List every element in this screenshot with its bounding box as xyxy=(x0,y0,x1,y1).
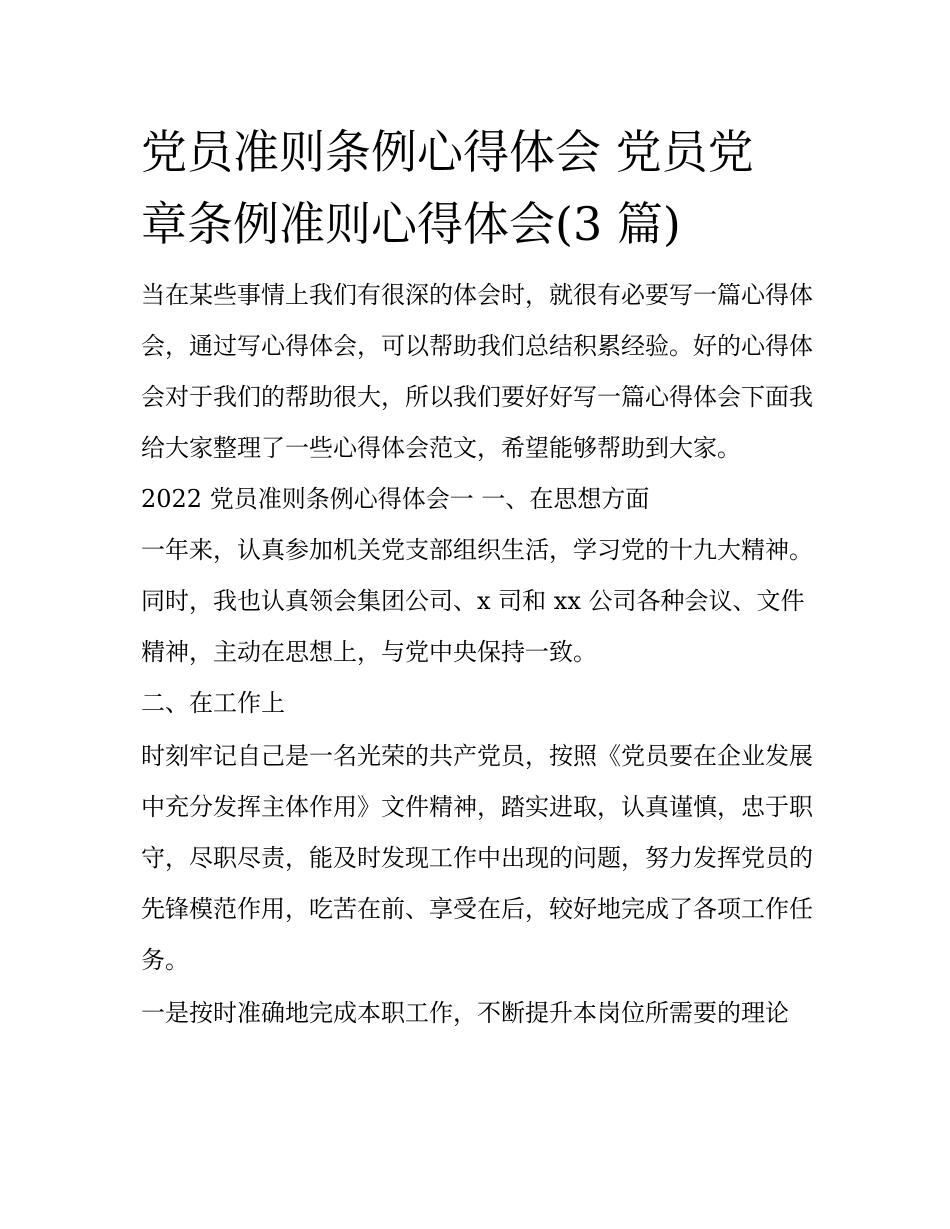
title-line-1: 党员准则条例心得体会 党员党 xyxy=(141,125,754,179)
body-paragraph-thought: 一年来，认真参加机关党支部组织生活，学习党的十九大精神。同时，我也认真领会集团公司、x 司和 xx 公司各种会议、文件精神，主动在思想上，与党中央保持一致。 xyxy=(141,536,813,666)
section-heading-1: 2022 党员准则条例心得体会一 一、在思想方面 xyxy=(141,485,650,513)
body-paragraph-work: 时刻牢记自己是一名光荣的共产党员，按照《党员要在企业发展中充分发挥主体作用》文件精神，踏实进取，认真谨慎，忠于职守，尽职尽责，能及时发现工作中出现的问题，努力发挥党员的先锋模范作用，吃苦在前、享受在后，较好地完成了各项工作任务。 xyxy=(141,742,813,974)
title-line-2: 章条例准则心得体会(3 篇) xyxy=(141,197,681,251)
section-heading-2: 二、在工作上 xyxy=(141,689,285,717)
body-paragraph-first-point: 一是按时准确地完成本职工作，不断提升本岗位所需要的理论 xyxy=(141,999,789,1027)
document-content xyxy=(141,116,821,1039)
document-title xyxy=(141,116,821,260)
intro-paragraph: 当在某些事情上我们有很深的体会时，就很有必要写一篇心得体会，通过写心得体会，可以帮助我们总结积累经验。好的心得体会对于我们的帮助很大，所以我们要好好写一篇心得体会下面我给大家整理了一些心得体会范文，希望能够帮助到大家。 xyxy=(141,281,813,462)
